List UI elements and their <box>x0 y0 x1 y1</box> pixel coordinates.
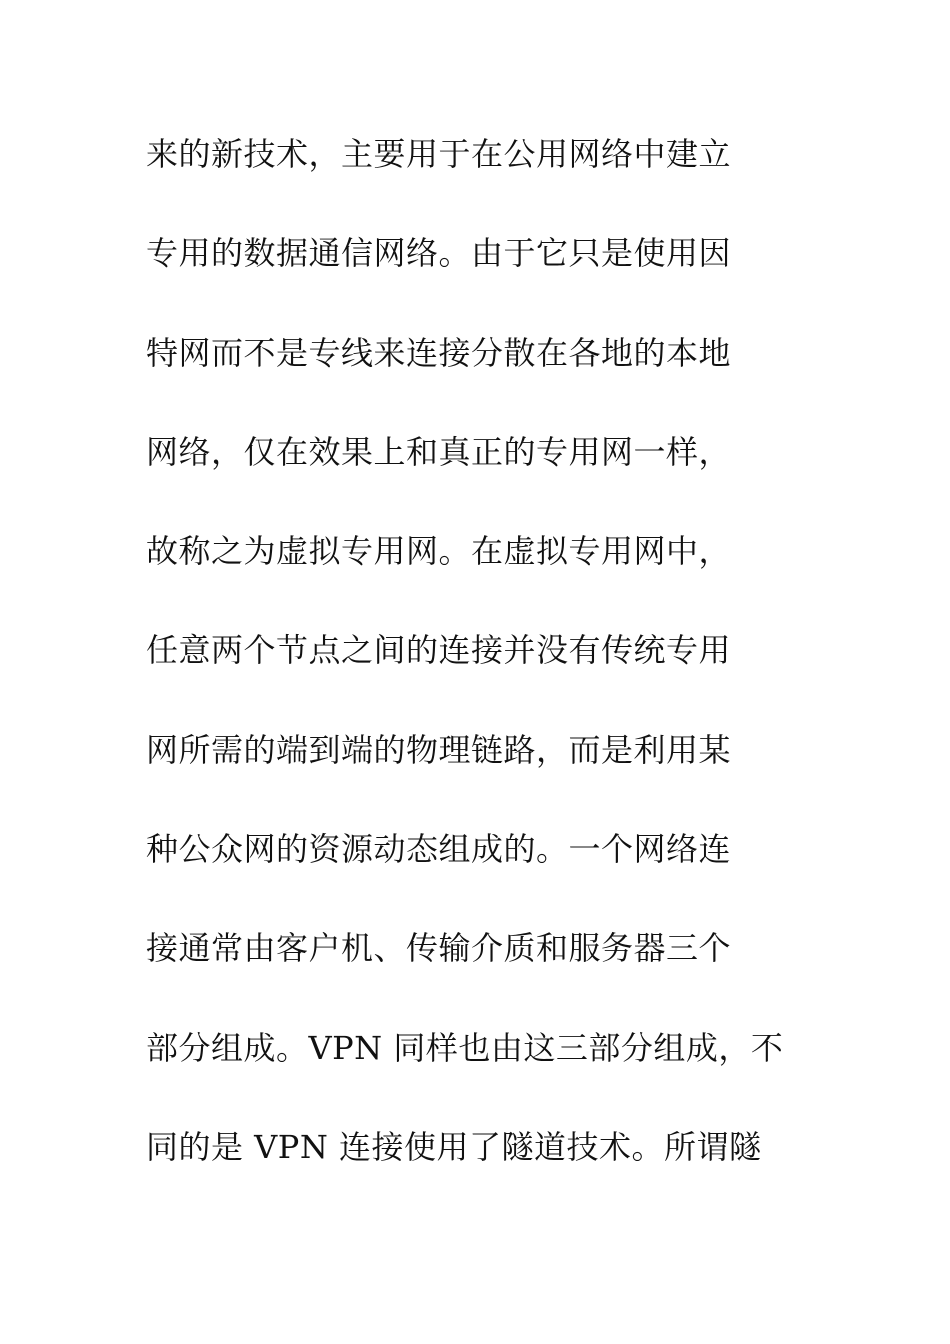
text-line: 来的新技术，主要用于在公用网络中建立 <box>146 135 732 173</box>
text-line: 任意两个节点之间的连接并没有传统专用 <box>146 631 732 670</box>
text-line: 网所需的端到端的物理链路，而是利用某 <box>146 730 732 769</box>
text-line: 部分组成。VPN 同样也由这三部分组成，不 <box>146 1028 784 1067</box>
text-line: 同的是 VPN 连接使用了隧道技术。所谓隧 <box>146 1127 762 1166</box>
text-line: 故称之为虚拟专用网。在虚拟专用网中， <box>146 532 732 571</box>
text-line: 接通常由客户机、传输介质和服务器三个 <box>146 929 732 968</box>
text-line: 种公众网的资源动态组成的。一个网络连 <box>146 830 732 869</box>
body-paragraph <box>146 124 826 1216</box>
text-line: 专用的数据通信网络。由于它只是使用因 <box>146 234 732 273</box>
text-line: 特网而不是专线来连接分散在各地的本地 <box>146 333 732 372</box>
text-line: 网络，仅在效果上和真正的专用网一样， <box>146 432 732 471</box>
